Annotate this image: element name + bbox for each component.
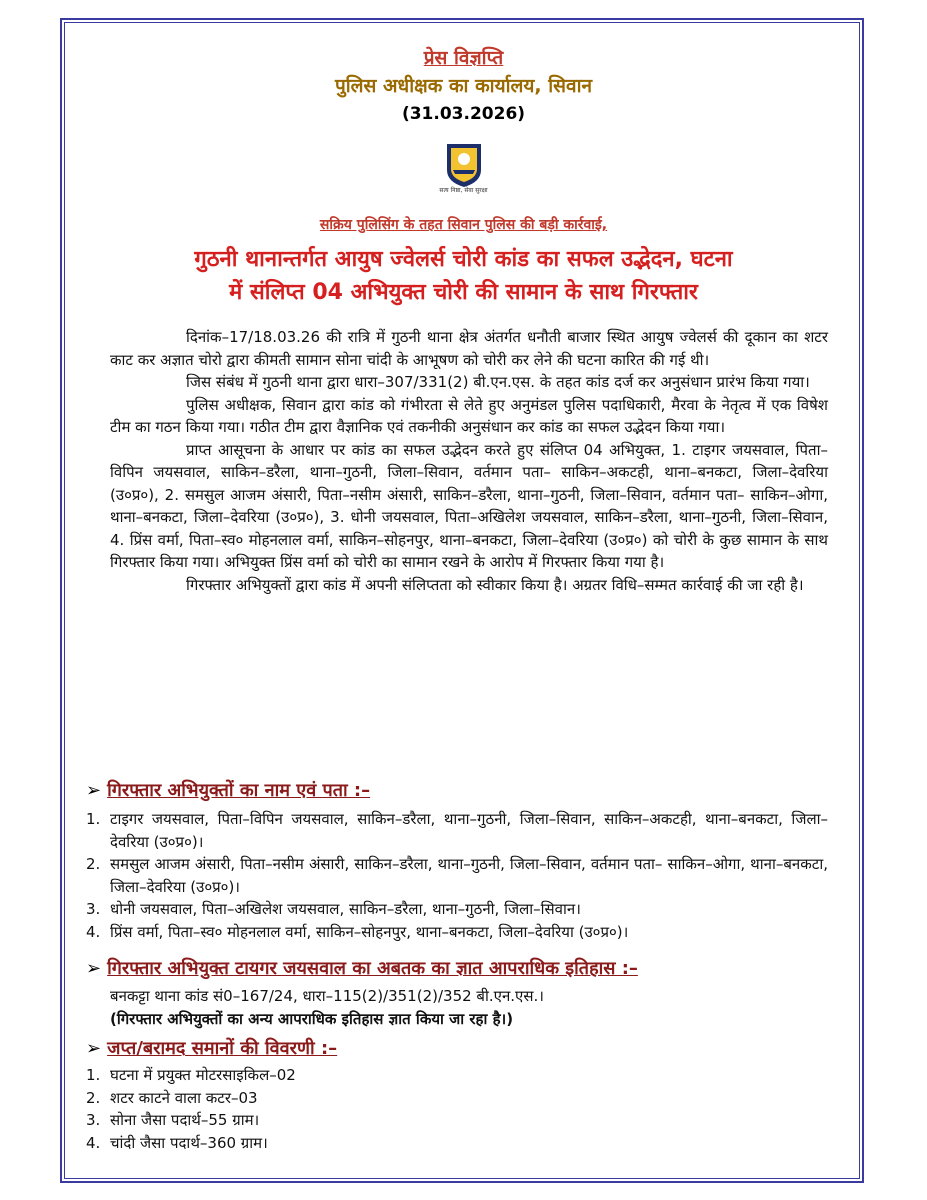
paragraph: जिस संबंध में गुठनी थाना द्वारा धारा–307/331(2) बी.एन.एस. के तहत कांड दर्ज कर अनुसंधान प्रारंभ किया गया। [186, 373, 810, 391]
history-note: (गिरफ्तार अभियुक्तों का अन्य आपराधिक इतिहास ज्ञात किया जा रहा है।) [110, 1009, 514, 1028]
section-heading-accused: ➢ गिरफ्तार अभियुक्तों का नाम एवं पता :– [86, 780, 371, 801]
subheading: सक्रिय पुलिसिंग के तहत सिवान पुलिस की बड़ी कार्रवाई, [319, 217, 608, 233]
seized-items-list [86, 1064, 828, 1154]
emblem-motto: सत्य निष्ठा, सेवा सुरक्षा [439, 187, 488, 194]
accused-list [86, 808, 828, 943]
criminal-history [110, 985, 828, 1030]
arrow-bullet-icon: ➢ [86, 780, 102, 801]
paragraph: गिरफ्तार अभियुक्तों द्वारा कांड में अपनी संलिप्तता को स्वीकार किया है। अग्रतर विधि–सम्मत कार्रवाई की जा रही है। [186, 575, 804, 594]
list-item: 1. घटना में प्रयुक्त मोटरसाइकिल–02 [86, 1066, 296, 1084]
list-item: 3. सोना जैसा पदार्थ–55 ग्राम। [86, 1111, 260, 1129]
paragraph: पुलिस अधीक्षक, सिवान द्वारा कांड को गंभीरता से लेते हुए अनुमंडल पुलिस पदाधिकारी, मैरवा के नेतृत्व में एक विषेश टीम का गठन किया गया। गठीत टीम द्वारा वैज्ञानिक एवं तकनीकी अनुसंधान कर कांड का सफल उद्भेदन किया गया। [110, 395, 828, 436]
press-release-title: प्रेस विज्ञप्ति [423, 47, 504, 69]
headline [0, 243, 927, 309]
list-item: 3. धोनी जयसवाल, पिता–अखिलेश जयसवाल, साकिन–डरैला, थाना–गुठनी, जिला–सिवान। [86, 900, 581, 918]
list-item: 2. शटर काटने वाला कटर–03 [86, 1088, 258, 1107]
release-date: (31.03.2026) [401, 104, 526, 124]
office-name: पुलिस अधीक्षक का कार्यालय, सिवान [334, 75, 593, 97]
bihar-police-emblem-icon [443, 142, 485, 188]
history-case: बनकट्टा थाना कांड सं0–167/24, धारा–115(2)/351(2)/352 बी.एन.एस.। [110, 987, 544, 1005]
list-item: 1. टाइगर जयसवाल, पिता–विपिन जयसवाल, साकिन–डरैला, थाना–गुठनी, जिला–सिवान, साकिन–अकटही, थाना–बनकटा, जिला–देवरिया (उ०प्र०)। [86, 810, 828, 851]
headline-line-1: गुठनी थानान्तर्गत आयुष ज्वेलर्स चोरी कांड का सफल उद्भेदन, घटना [194, 247, 733, 272]
body-text [110, 326, 828, 596]
list-item: 4. प्रिंस वर्मा, पिता–स्व० मोहनलाल वर्मा, साकिन–सोहनपुर, थाना–बनकटा, जिला–देवरिया (उ०प्र०)। [86, 922, 629, 941]
section-heading-seized: ➢ जप्त/बरामद समानों की विवरणी :– [86, 1038, 338, 1059]
list-item: 2. समसुल आजम अंसारी, पिता–नसीम अंसारी, साकिन–डरैला, थाना–गुठनी, जिला–सिवान, वर्तमान पता– साकिन–ओगा, थाना–बनकटा, जिला–देवरिया (उ०प्र०)। [86, 855, 828, 896]
arrow-bullet-icon: ➢ [86, 958, 102, 979]
arrow-bullet-icon: ➢ [86, 1038, 102, 1059]
section-heading-history: ➢ गिरफ्तार अभियुक्त टायगर जयसवाल का अबतक का ज्ञात आपराधिक इतिहास :– [86, 958, 638, 979]
list-item: 4. चांदी जैसा पदार्थ–360 ग्राम। [86, 1133, 268, 1152]
paragraph: दिनांक–17/18.03.26 की रात्रि में गुठनी थाना क्षेत्र अंतर्गत धनौती बाजार स्थित आयुष ज्वेलर्स की दूकान का शटर काट कर अज्ञात चोरो द्वारा कीमती सामान सोना चांदी के आभूषण को चोरी कर लेने की घटना कारित की गई थी। [110, 328, 828, 369]
headline-line-2: में संलिप्त 04 अभियुक्त चोरी की सामान के साथ गिरफ्तार [229, 280, 698, 305]
paragraph: प्राप्त आसूचना के आधार पर कांड का सफल उद्भेदन करते हुए संलिप्त 04 अभियुक्त, 1. टाइगर जयसवाल, पिता–विपिन जयसवाल, साकिन–डरैला, थाना–गुठनी, जिला–सिवान, वर्तमान पता– साकिन–अकटही, थाना–बनकटा, जिला–देवरिया (उ०प्र०), 2. समसुल आजम अंसारी, पिता–नसीम अंसारी, साकिन–डरैला, थाना–गुठनी, जिला–सिवान, वर्तमान पता– साकिन–ओगा, थाना–बनकटा, जिला–देवरिया (उ०प्र०), 3. धोनी जयसवाल, पिता–अखिलेश जयसवाल, साकिन–डरैला, थाना–गुठनी, जिला–सिवान, 4. प्रिंस वर्मा, पिता–स्व० मोहनलाल वर्मा, साकिन–सोहनपुर, थाना–बनकटा, जिला–देवरिया (उ०प्र०) को चोरी के कुछ सामान के साथ गिरफ्तार किया गया। अभियुक्त प्रिंस वर्मा को चोरी का सामान रखने के आरोप में गिरफ्तार किया गया है। [110, 440, 828, 571]
